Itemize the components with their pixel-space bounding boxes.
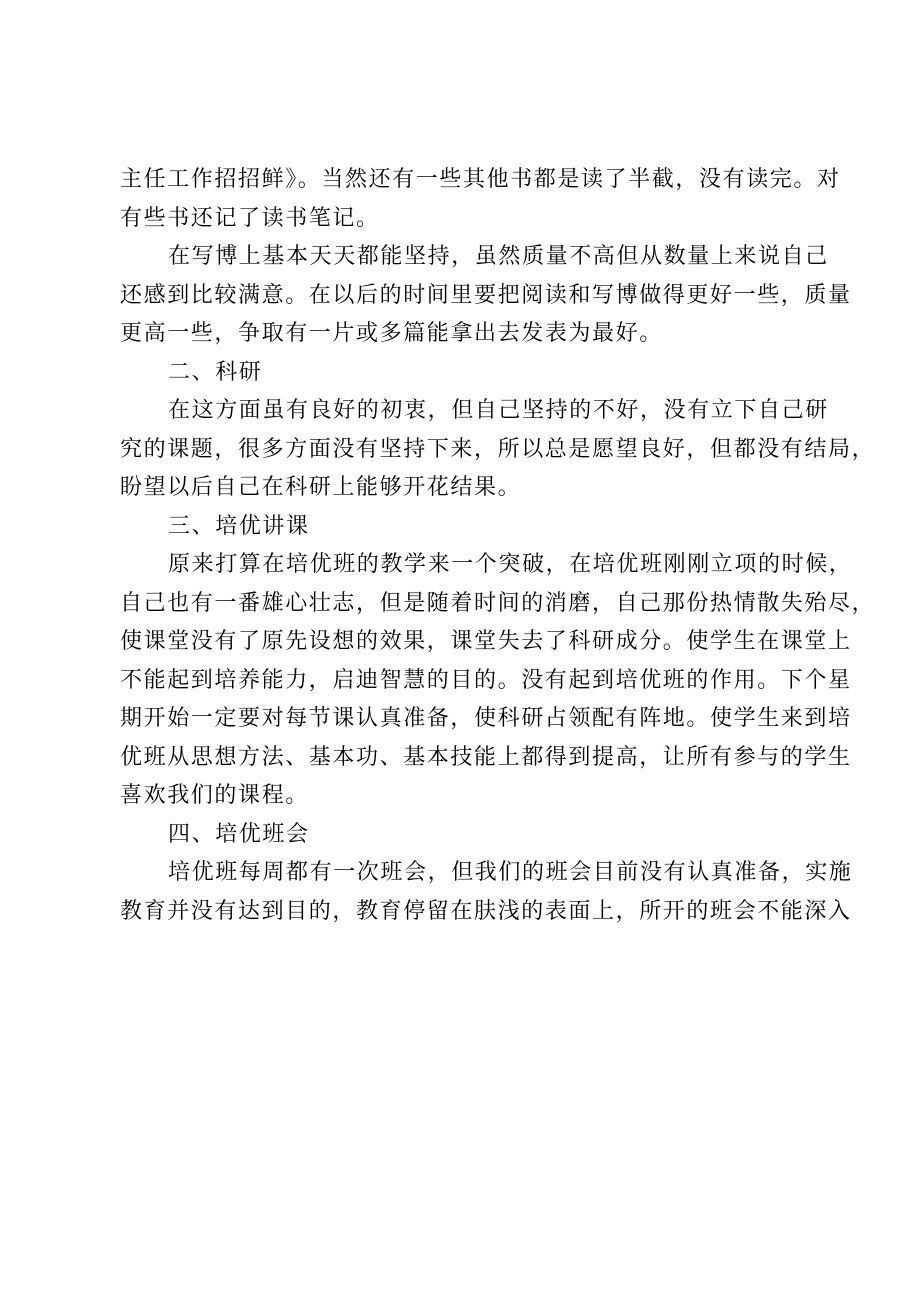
text-line: 教育并没有达到目的，教育停留在肤浅的表面上，所开的班会不能深入 [120, 898, 852, 924]
paragraph [120, 161, 841, 238]
text-line: 在写博上基本天天都能坚持，虽然质量不高但从数量上来说自己 [168, 244, 829, 269]
text-line: 盼望以后自己在科研上能够开花结果。 [120, 475, 522, 500]
paragraph [120, 854, 853, 931]
text-line: 主任工作招招鲜》。当然还有一些其他书都是读了半截，没有读完。对 [120, 167, 841, 192]
text-line: 还感到比较满意。在以后的时间里要把阅读和写博做得更好一些，质量 [120, 282, 852, 308]
text-line: 二、科研 [168, 359, 263, 385]
text-line: 原来打算在培优班的教学来一个突破，在培优班刚刚立项的时候， [168, 552, 853, 577]
paragraph [120, 354, 825, 393]
text-line: 在这方面虽有良好的初衷，但自己坚持的不好，没有立下自己研 [168, 398, 829, 423]
text-line: 三、培优讲课 [168, 513, 310, 539]
text-line: 更高一些，争取有一片或多篇能拿出去发表为最好。 [120, 321, 663, 346]
text-line: 究的课题，很多方面没有坚持下来，所以总是愿望良好，但都没有结局， [120, 436, 876, 462]
paragraph [120, 238, 852, 354]
text-line: 优班从思想方法、基本功、基本技能上都得到提高，让所有参与的学生 [120, 744, 852, 770]
text-line: 喜欢我们的课程。 [120, 783, 309, 808]
text-line: 使课堂没有了原先设想的效果，课堂失去了科研成分。使学生在课堂上 [120, 629, 852, 654]
text-line: 期开始一定要对每节课认真准备，使科研占领配有阵地。使学生来到培 [120, 706, 852, 731]
paragraph [120, 508, 825, 547]
paragraph [120, 546, 876, 816]
document-body [120, 161, 876, 931]
text-line: 四、培优班会 [168, 821, 310, 847]
paragraph [120, 392, 876, 508]
text-line: 培优班每周都有一次班会，但我们的班会目前没有认真准备，实施 [168, 860, 853, 885]
text-line: 有些书还记了读书笔记。 [120, 205, 380, 231]
paragraph [120, 816, 825, 855]
text-line: 自己也有一番雄心壮志，但是随着时间的消磨，自己那份热情散失殆尽， [120, 590, 876, 616]
text-line: 不能起到培养能力，启迪智慧的目的。没有起到培优班的作用。下个星 [120, 667, 852, 693]
